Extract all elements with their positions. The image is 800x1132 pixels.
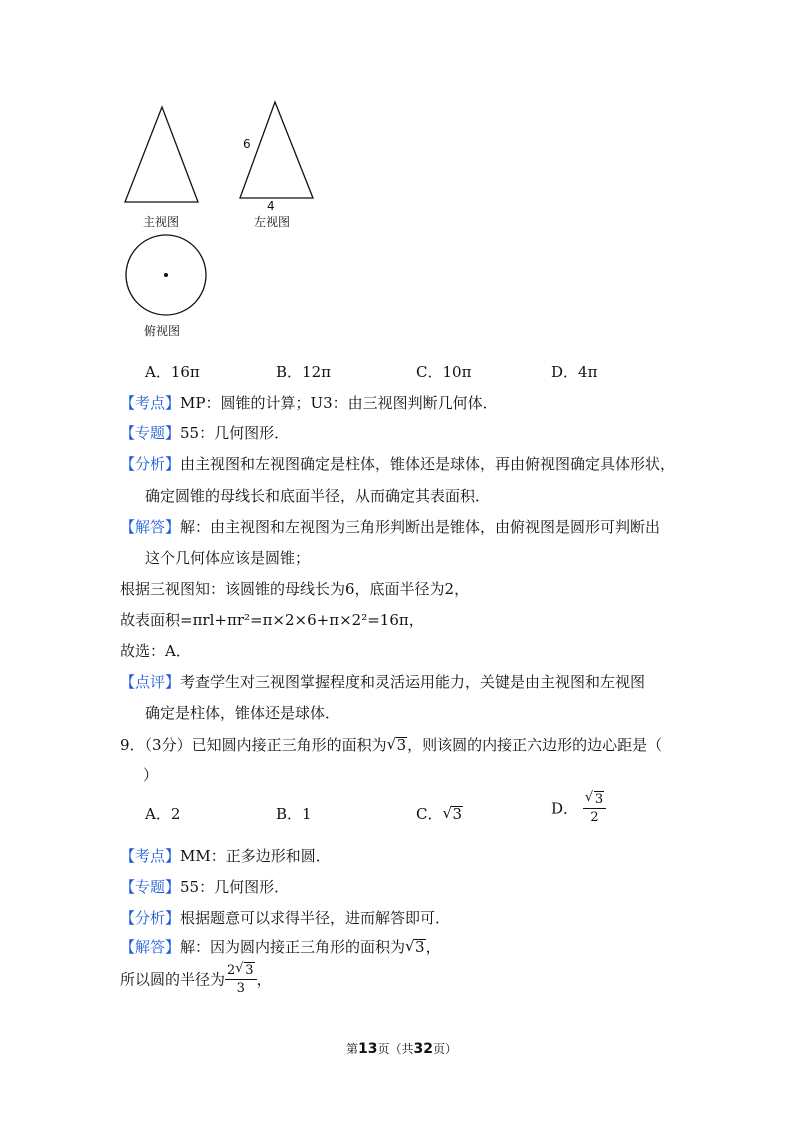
q8-option-d: D．4π	[551, 363, 598, 381]
q8-dianping-line1: 【点评】考查学生对三视图掌握程度和灵活运用能力，关键是由主视图和左视图	[120, 673, 646, 691]
q8-jieda-line1: 【解答】解：由主视图和左视图为三角形判断出是锥体，由俯视图是圆形可判断出	[120, 518, 661, 536]
q8-option-b: B．12π	[276, 363, 331, 381]
q8-jieda-line2: 这个几何体应该是圆锥；	[145, 549, 311, 567]
q9-stem-close: ）	[143, 766, 159, 784]
fraction: 2 √ 3 3	[225, 962, 257, 996]
q9-option-a: A．2	[145, 805, 181, 823]
top-view-center-dot	[164, 273, 168, 277]
q9-option-c: C． √ 3	[416, 804, 463, 823]
fraction: √ 3 2	[583, 791, 606, 825]
q8-zhuanti: 【专题】55：几何图形．	[120, 424, 290, 442]
page-total: 32	[413, 1041, 433, 1057]
q9-fenxi: 【分析】根据题意可以求得半径，进而解答即可．	[120, 909, 451, 927]
front-view-label: 主视图	[143, 215, 180, 229]
q8-solution-line4: 故表面积=πrl+πr²=π×2×6+π×2²=16π，	[120, 611, 424, 629]
left-view-triangle	[240, 102, 313, 198]
q9-option-d: D． √ 3 2	[551, 791, 606, 825]
q8-fenxi-line2: 确定圆锥的母线长和底面半径，从而确定其表面积．	[145, 487, 491, 505]
sqrt-expression: √ 3	[386, 735, 407, 754]
q8-solution-line3: 根据三视图知：该圆锥的母线长为6，底面半径为2，	[120, 580, 470, 598]
top-view-label: 俯视图	[144, 324, 181, 338]
dianping-tag: 【点评】	[120, 673, 181, 691]
q9-stem: 9．（3分）已知圆内接正三角形的面积为 √ 3，则该圆的内接正六边形的边心距是（	[120, 735, 663, 754]
zhuanti-tag: 【专题】	[120, 424, 181, 442]
front-view-triangle	[125, 107, 198, 202]
q8-option-c: C．10π	[416, 363, 472, 381]
q8-kaodian: 【考点】MP：圆锥的计算；U3：由三视图判断几何体．	[120, 394, 498, 412]
fenxi-tag: 【分析】	[120, 455, 181, 473]
q8-option-a: A．16π	[145, 363, 200, 381]
zhuanti-tag: 【专题】	[120, 878, 181, 896]
jieda-tag: 【解答】	[120, 518, 181, 536]
left-view-label: 左视图	[254, 215, 291, 229]
base-length-label: 4	[267, 199, 275, 213]
kaodian-tag: 【考点】	[120, 847, 181, 865]
page-footer: 第13页（共32页）	[346, 1041, 458, 1057]
q9-option-b: B．1	[276, 805, 312, 823]
fenxi-tag: 【分析】	[120, 909, 181, 927]
q9-jieda: 【解答】解：因为圆内接正三角形的面积为 √ 3，	[120, 937, 441, 956]
jieda-tag: 【解答】	[120, 938, 181, 956]
slant-length-label: 6	[243, 137, 251, 151]
q9-zhuanti: 【专题】55：几何图形．	[120, 878, 290, 896]
q8-fenxi-line1: 【分析】由主视图和左视图确定是柱体，锥体还是球体，再由俯视图确定具体形状，	[120, 455, 676, 473]
page-number: 13	[358, 1041, 378, 1057]
q9-radius-line: 所以圆的半径为 2 √ 3 3 ，	[120, 961, 272, 996]
sqrt-expression: √ 3	[405, 937, 425, 956]
sqrt-expression: √ 3	[442, 804, 463, 823]
q8-dianping-line2: 确定是柱体，锥体还是球体．	[145, 704, 341, 722]
kaodian-tag: 【考点】	[120, 394, 181, 412]
q8-solution-line5: 故选：A．	[120, 642, 191, 660]
q9-kaodian: 【考点】MM：正多边形和圆．	[120, 847, 331, 865]
